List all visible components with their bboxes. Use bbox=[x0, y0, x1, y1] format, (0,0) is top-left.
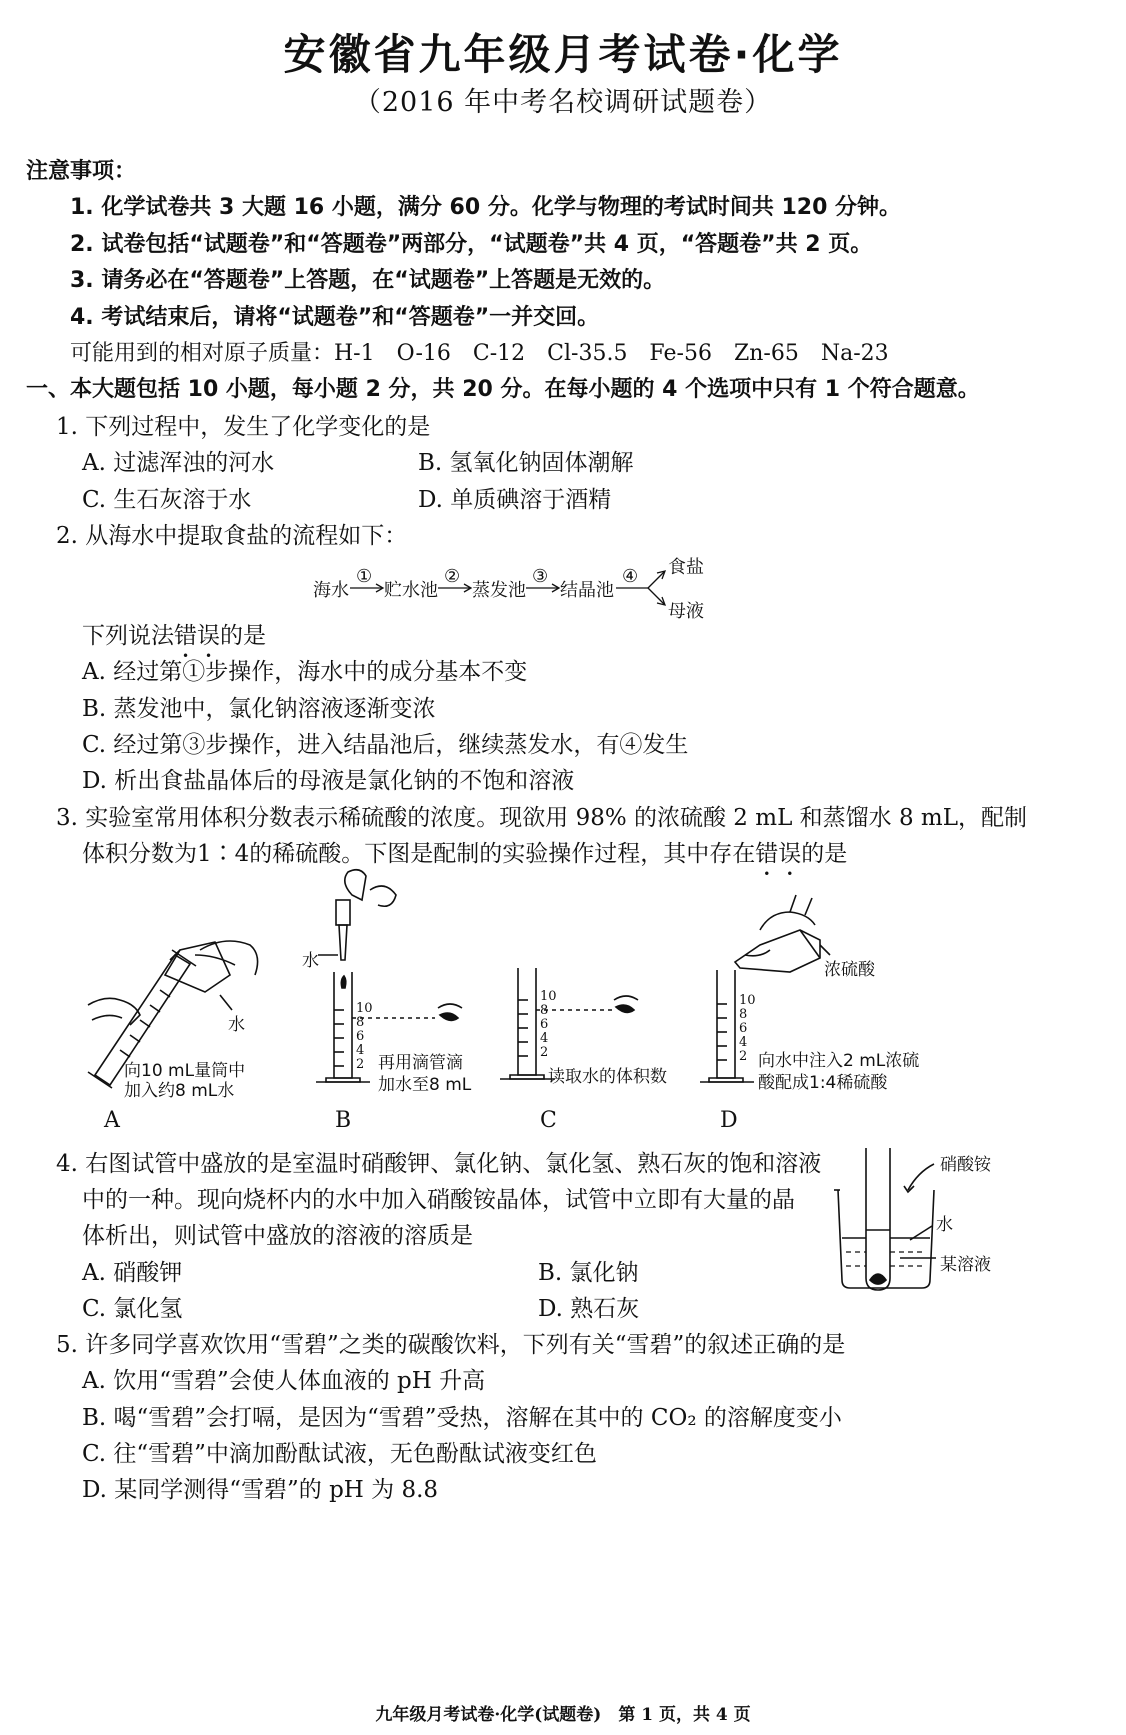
q4-label-solution: 某溶液 bbox=[940, 1255, 991, 1275]
exam-subtitle: （2016 年中考名校调研试题卷） bbox=[353, 87, 773, 118]
flow-step-1: ① bbox=[356, 566, 373, 587]
q5-stem: 5. 许多同学喜欢饮用“雪碧”之类的碳酸饮料，下列有关“雪碧”的叙述正确的是 bbox=[56, 1332, 846, 1358]
q4-stem-line1: 4. 右图试管中盛放的是室温时硝酸钾、氯化钠、氯化氢、熟石灰的饱和溶液 bbox=[56, 1151, 822, 1177]
fig-b-caption-2: 加水至8 mL bbox=[378, 1075, 472, 1095]
q4-option-b: B. 氯化钠 bbox=[538, 1260, 639, 1286]
fig-d-caption-1: 向水中注入2 mL浓硫 bbox=[758, 1051, 920, 1071]
fig-d-letter: D bbox=[720, 1108, 738, 1133]
notice-item-4: 4. 考试结束后，请将“试题卷”和“答题卷”一并交回。 bbox=[70, 305, 600, 330]
fig-c-scale: 10 8 6 4 2 bbox=[540, 989, 557, 1060]
flow-step-4: ④ bbox=[622, 566, 639, 587]
q2-stem: 2. 从海水中提取食盐的流程如下： bbox=[56, 523, 408, 549]
fig-d-acid-label: 浓硫酸 bbox=[824, 960, 875, 980]
q4-stem-line2: 中的一种。现向烧杯内的水中加入硝酸铵晶体，试管中立即有大量的晶 bbox=[82, 1187, 795, 1213]
q4-label-ammonium-nitrate: 硝酸铵 bbox=[940, 1155, 991, 1175]
q4-option-a: A. 硝酸钾 bbox=[82, 1260, 183, 1286]
flow-node-evaporation: 蒸发池 bbox=[472, 580, 526, 601]
q4-stem-line3: 体析出，则试管中盛放的溶液的溶质是 bbox=[82, 1223, 473, 1249]
q2-option-c: C. 经过第③步操作，进入结晶池后，继续蒸发水，有④发生 bbox=[82, 732, 689, 758]
fig-d-scale: 10 8 6 4 2 bbox=[739, 993, 756, 1064]
notice-item-1: 1. 化学试卷共 3 大题 16 小题，满分 60 分。化学与物理的考试时间共 120 分钟。 bbox=[70, 195, 902, 220]
fig-a-water-label: 水 bbox=[228, 1015, 245, 1035]
q1-option-b: B. 氢氧化钠固体潮解 bbox=[418, 450, 634, 476]
page-footer: 九年级月考试卷·化学(试题卷) 第 1 页，共 4 页 bbox=[375, 1705, 751, 1725]
flow-node-crystallization: 结晶池 bbox=[560, 580, 614, 601]
atomic-mass-line: 可能用到的相对原子质量：H-1 O-16 C-12 Cl-35.5 Fe-56 Zn-65 Na-23 bbox=[70, 341, 889, 366]
notice-item-3: 3. 请务必在“答题卷”上答题，在“试题卷”上答题是无效的。 bbox=[70, 268, 666, 293]
q1-stem: 1. 下列过程中，发生了化学变化的是 bbox=[56, 414, 431, 440]
fig-b-letter: B bbox=[335, 1108, 352, 1133]
q5-option-b: B. 喝“雪碧”会打嗝，是因为“雪碧”受热，溶解在其中的 CO₂ 的溶解度变小 bbox=[82, 1405, 842, 1431]
fig-b-caption-1: 再用滴管滴 bbox=[378, 1053, 463, 1073]
q4-option-d: D. 熟石灰 bbox=[538, 1296, 640, 1322]
crystals bbox=[870, 1274, 886, 1284]
q2-option-b: B. 蒸发池中，氯化钠溶液逐渐变浓 bbox=[82, 696, 436, 722]
q1-option-a: A. 过滤浑浊的河水 bbox=[82, 450, 275, 476]
q5-option-a: A. 饮用“雪碧”会使人体血液的 pH 升高 bbox=[82, 1368, 486, 1394]
q2-option-a: A. 经过第①步操作，海水中的成分基本不变 bbox=[82, 659, 528, 685]
q1-option-c: C. 生石灰溶于水 bbox=[82, 487, 252, 513]
q2-question: 下列说法错误的是 bbox=[82, 623, 266, 649]
q5-option-c: C. 往“雪碧”中滴加酚酞试液，无色酚酞试液变红色 bbox=[82, 1441, 597, 1467]
flow-node-reservoir: 贮水池 bbox=[384, 580, 438, 601]
q2-option-d: D. 析出食盐晶体后的母液是氯化钠的不饱和溶液 bbox=[82, 768, 575, 794]
flow-step-2: ② bbox=[444, 566, 461, 587]
fig-a-caption-2: 加入约8 mL水 bbox=[124, 1081, 235, 1101]
notice-heading: 注意事项： bbox=[26, 159, 137, 184]
section-1-heading: 一、本大题包括 10 小题，每小题 2 分，共 20 分。在每小题的 4 个选项中只有 1 个符合题意。 bbox=[26, 377, 980, 402]
fig-a-caption-1: 向10 mL量筒中 bbox=[124, 1061, 246, 1081]
fig-c-caption: 读取水的体积数 bbox=[548, 1067, 667, 1087]
flow-output-mother-liquor: 母液 bbox=[668, 601, 704, 622]
fig-d-caption-2: 酸配成1:4稀硫酸 bbox=[758, 1073, 888, 1093]
q4-option-c: C. 氯化氢 bbox=[82, 1296, 183, 1322]
test-tube bbox=[866, 1148, 890, 1290]
q3-stem-line1: 3. 实验室常用体积分数表示稀硫酸的浓度。现欲用 98% 的浓硫酸 2 mL 和蒸馏水 8 mL，配制 bbox=[56, 805, 1027, 831]
q1-option-d: D. 单质碘溶于酒精 bbox=[418, 487, 612, 513]
flow-step-3: ③ bbox=[532, 566, 549, 587]
notice-item-2: 2. 试卷包括“试题卷”和“答题卷”两部分，“试题卷”共 4 页，“答题卷”共 2 页。 bbox=[70, 232, 873, 257]
flow-node-seawater: 海水 bbox=[313, 580, 349, 601]
fig-b-water-label: 水 bbox=[302, 951, 319, 971]
exam-title: 安徽省九年级月考试卷·化学 bbox=[283, 30, 843, 79]
fig-b-scale: 10 8 6 4 2 bbox=[356, 1001, 373, 1072]
q4-label-water: 水 bbox=[936, 1215, 953, 1235]
fig-c-letter: C bbox=[540, 1108, 557, 1133]
q5-option-d: D. 某同学测得“雪碧”的 pH 为 8.8 bbox=[82, 1477, 439, 1503]
flow-output-salt: 食盐 bbox=[668, 557, 704, 578]
q3-stem-line2: 体积分数为1∶4的稀硫酸。下图是配制的实验操作过程，其中存在错误的是 bbox=[82, 841, 848, 867]
fig-a-letter: A bbox=[104, 1108, 120, 1133]
beaker bbox=[838, 1190, 934, 1288]
